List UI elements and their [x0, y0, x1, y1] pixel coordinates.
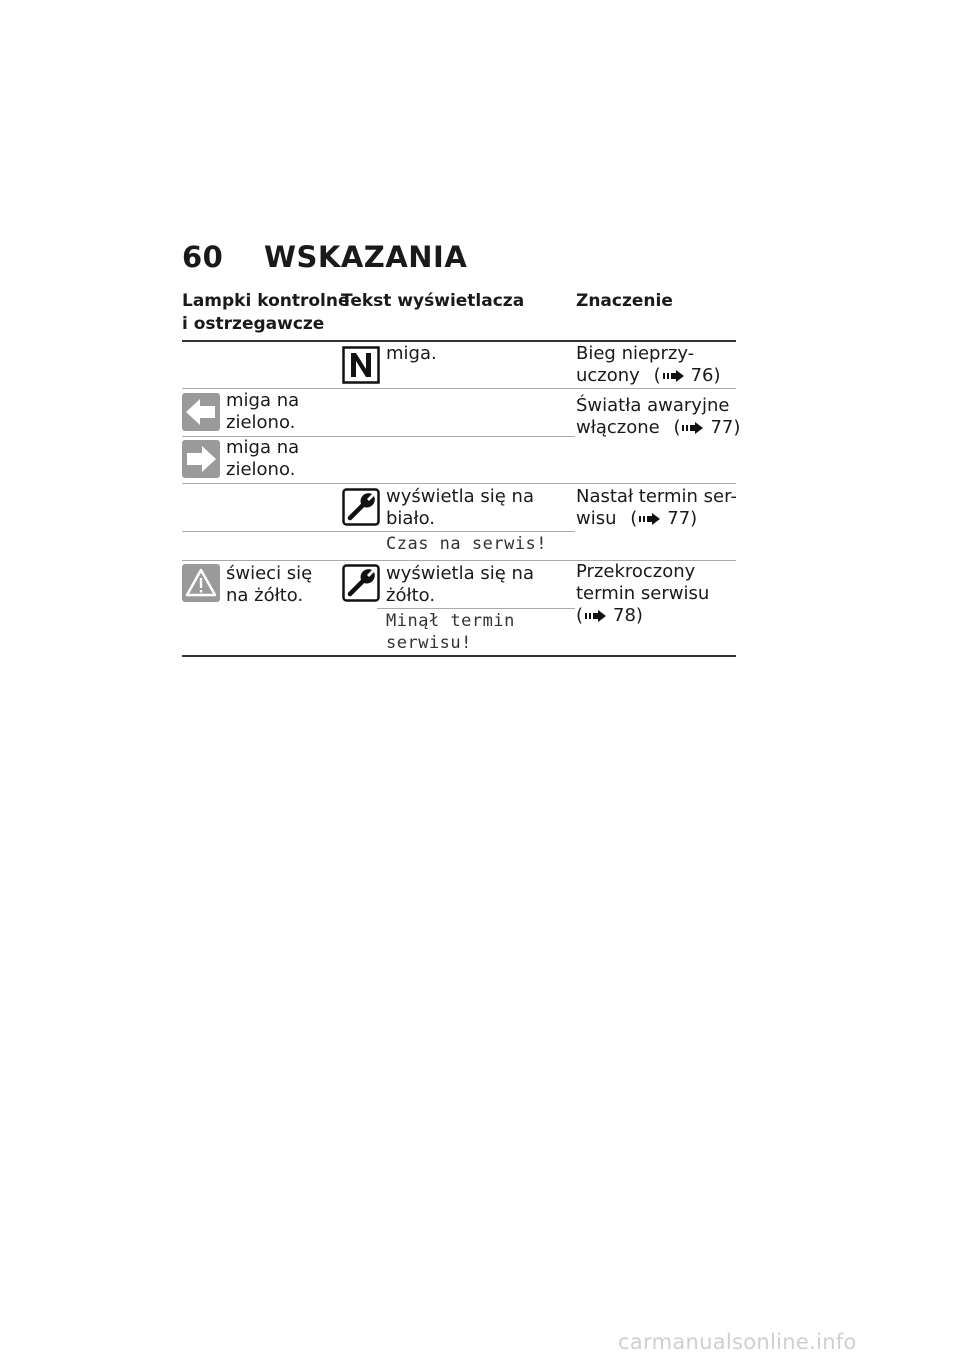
neutral-page-ref[interactable]: 76) — [690, 365, 721, 386]
page-reference-icon — [585, 610, 607, 622]
page-reference-icon — [682, 422, 704, 434]
header-lamps-line1: Lampki kontrolne — [182, 291, 350, 311]
page-reference-icon — [639, 513, 661, 525]
service-overdue-lamp-text: świeci się na żółto. — [226, 563, 313, 606]
left-turn-lamp-text: miga na zielono. — [226, 390, 300, 433]
row-divider — [182, 531, 575, 532]
service-overdue-meaning-line1: Przekroczony — [576, 561, 696, 582]
row-divider — [182, 388, 736, 389]
wrench-icon — [342, 564, 380, 602]
header-display-text: Tekst wyświetlacza — [341, 291, 525, 311]
right-turn-lamp-text: miga na zielono. — [226, 437, 300, 480]
wrench-icon — [342, 488, 380, 526]
header-lamps — [182, 290, 350, 336]
neutral-meaning-line1: Bieg nieprzy- — [576, 343, 695, 364]
neutral-display-text: miga. — [386, 343, 437, 364]
turn-right-arrow-icon — [182, 440, 220, 478]
section-title: WSKAZANIA — [264, 240, 468, 274]
service-due-page-ref[interactable]: 77) — [667, 508, 698, 529]
row-divider — [377, 608, 575, 609]
hazard-meaning-line1: Światła awaryjne — [576, 395, 730, 416]
service-due-meaning — [576, 486, 737, 530]
service-overdue-display-text: wyświetla się na żółto. — [386, 563, 534, 606]
hazard-meaning-line2: włączone ( 77) — [576, 417, 741, 438]
service-due-display-message: Czas na serwis! — [386, 534, 548, 554]
hazard-meaning — [576, 395, 740, 439]
neutral-gear-icon — [342, 346, 380, 384]
header-lamps-line2: i ostrzegawcze — [182, 314, 325, 334]
service-due-display-text: wyświetla się na biało. — [386, 486, 534, 529]
neutral-meaning — [576, 343, 721, 387]
service-overdue-meaning — [576, 561, 709, 627]
service-due-meaning-line2: wisu ( 77) — [576, 508, 698, 529]
neutral-meaning-line2: uczony ( 76) — [576, 365, 721, 386]
service-overdue-meaning-line3: ( 78) — [576, 605, 643, 626]
page-title — [182, 240, 467, 274]
row-divider — [182, 483, 736, 484]
service-overdue-meaning-line2: termin serwisu — [576, 583, 710, 604]
service-due-meaning-line1: Nastał termin ser- — [576, 486, 737, 507]
page-reference-icon — [663, 370, 685, 382]
watermark: carmanualsonline.info — [618, 1330, 857, 1354]
warning-triangle-icon — [182, 564, 220, 602]
header-meaning: Znaczenie — [576, 291, 673, 311]
service-overdue-page-ref[interactable]: 78) — [613, 605, 643, 626]
service-overdue-display-message: Minął termin serwisu! — [386, 611, 515, 653]
page-number: 60 — [182, 240, 224, 274]
hazard-page-ref[interactable]: 77) — [710, 417, 741, 438]
table-bottom-rule — [182, 655, 736, 657]
table-top-rule — [182, 340, 736, 342]
turn-left-arrow-icon — [182, 393, 220, 431]
